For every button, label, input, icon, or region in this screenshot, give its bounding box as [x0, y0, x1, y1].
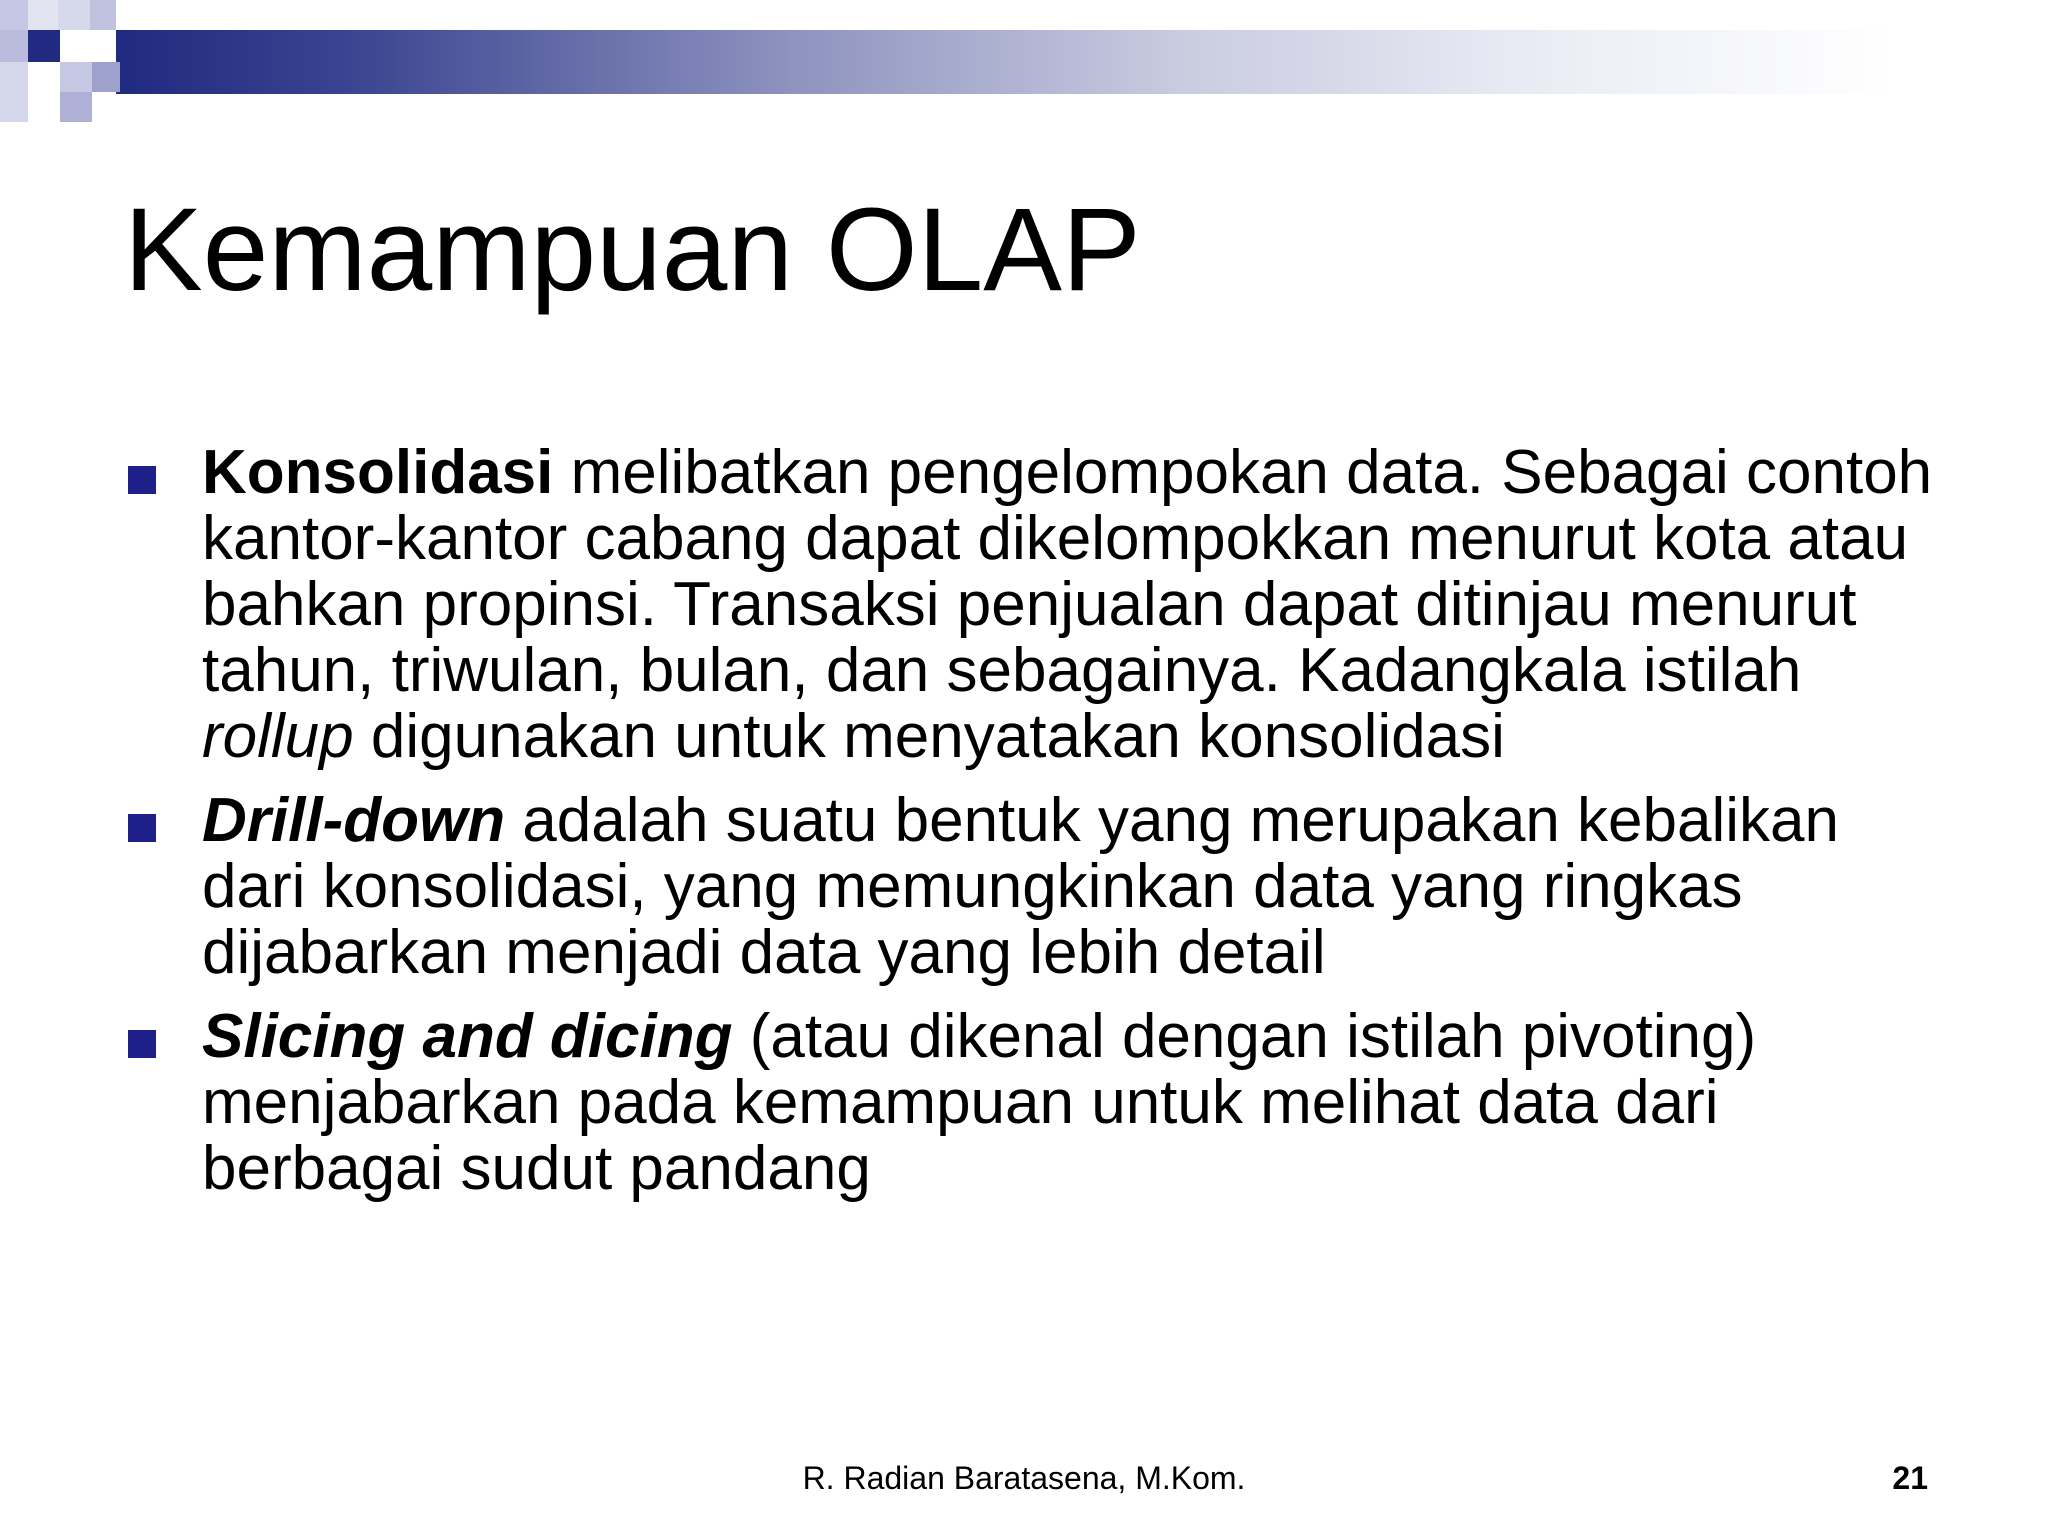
bullet-text: adalah suatu bentuk yang merupakan kebalikan dari konsolidasi, yang memungkinkan data yang ringkas dijabarkan menjadi data yang lebih detail — [202, 786, 1840, 987]
square-bullet-icon — [128, 1030, 156, 1058]
decor-square — [92, 62, 120, 92]
bullet-emphasis: rollup — [202, 702, 354, 771]
decor-square — [0, 0, 28, 30]
decor-square — [58, 0, 90, 30]
decor-square — [60, 92, 92, 122]
bullet-item-slicing-dicing — [124, 1004, 1944, 1202]
bullet-term: Slicing and dicing — [202, 1002, 733, 1071]
bullet-list — [124, 440, 1944, 1220]
bullet-item-drill-down — [124, 788, 1944, 986]
page-number: 21 — [1892, 1460, 1928, 1496]
square-bullet-icon — [128, 814, 156, 842]
decor-square — [90, 30, 116, 62]
decor-square — [90, 0, 116, 30]
decor-square — [28, 0, 58, 30]
bullet-text: (atau dikenal dengan istilah pivoting) menjabarkan pada kemampuan untuk melihat data dari berbagai sudut pandang — [202, 1002, 1757, 1203]
decor-square — [0, 62, 28, 122]
bullet-term: Konsolidasi — [202, 438, 554, 507]
square-bullet-icon — [128, 466, 156, 494]
bullet-item-konsolidasi — [124, 440, 1944, 770]
bullet-term: Drill-down — [202, 786, 506, 855]
decor-square — [28, 30, 60, 62]
bullet-text: digunakan untuk menyatakan konsolidasi — [353, 702, 1505, 771]
footer-author: R. Radian Baratasena, M.Kom. — [802, 1460, 1246, 1496]
decor-square — [0, 30, 28, 62]
header-gradient-bar — [116, 30, 2048, 94]
decor-square — [60, 62, 92, 92]
bullet-text: melibatkan pengelompokan data. Sebagai contoh kantor-kantor cabang dapat dikelompokkan menurut kota atau bahkan propinsi. Transaksi penjualan dapat ditinjau menurut tahun, triwulan, bulan, dan sebagainya. Kadangkala istilah — [202, 438, 1933, 705]
slide-title: Kemampuan OLAP — [124, 184, 1141, 316]
